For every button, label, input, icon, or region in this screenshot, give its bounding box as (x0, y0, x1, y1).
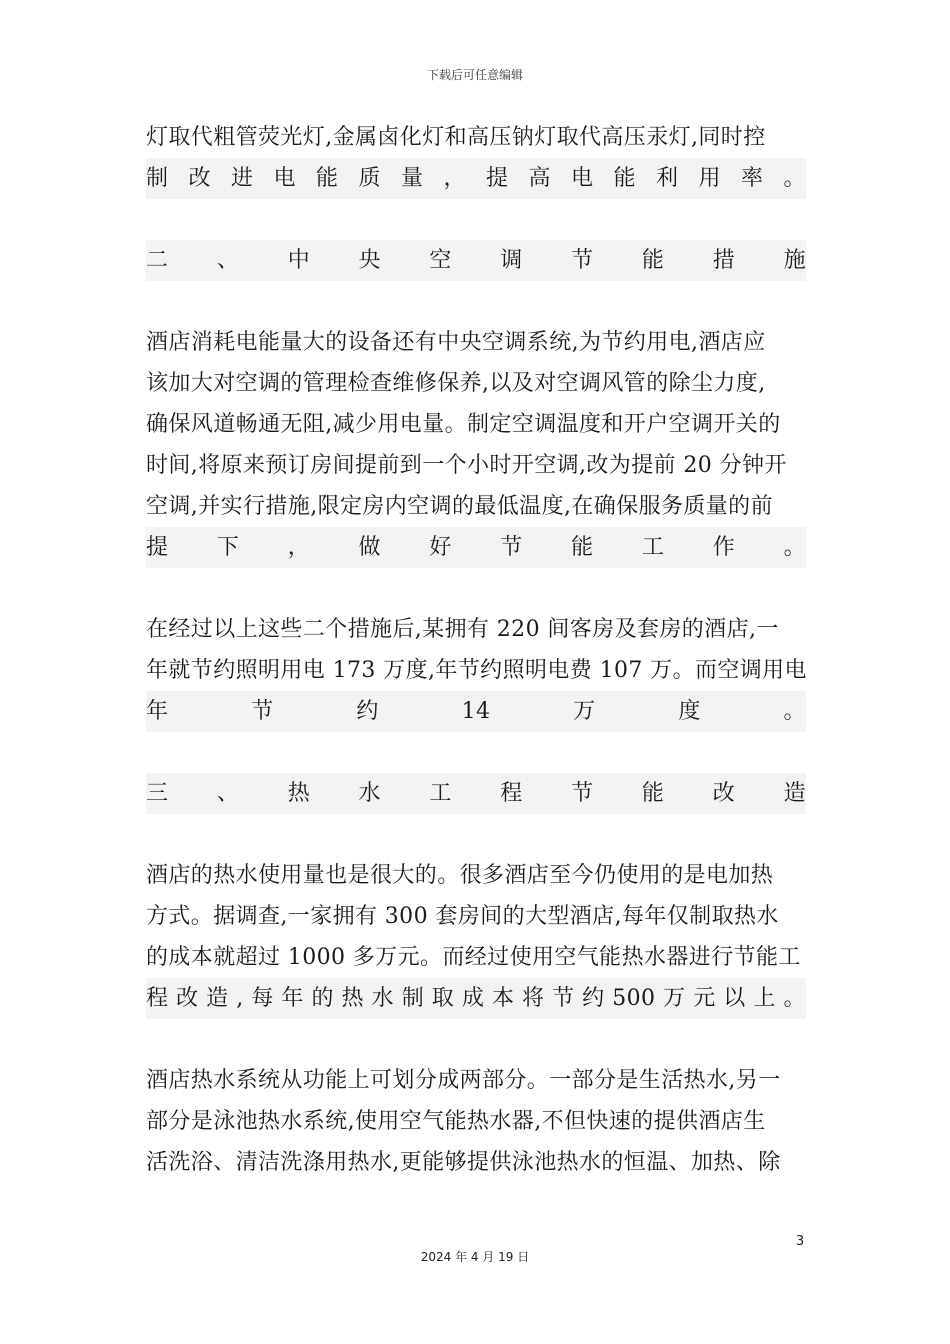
spread-glyph: 。 (783, 986, 806, 1011)
spread-glyph: 中 (287, 248, 311, 273)
paragraph-line: 确保风道畅通无阻,减少用电量。制定空调温度和开户空调开关的 (146, 412, 781, 437)
spread-glyph: 年 (281, 986, 304, 1011)
spread-glyph: 作 (712, 535, 736, 560)
spread-glyph: 三 (146, 781, 169, 806)
page-footer-date: 2024 年 4 月 19 日 (420, 1250, 530, 1264)
spread-glyph: 。 (783, 166, 806, 191)
spread-glyph: 度 (678, 699, 701, 724)
spread-glyph: 进 (231, 166, 254, 191)
paragraph-line: 酒店热水系统从功能上可划分成两部分。一部分是生活热水,另一 (146, 1068, 781, 1093)
spread-glyph: 程 (500, 781, 523, 806)
spread-glyph: 500 (612, 986, 656, 1011)
spread-glyph: 制 (146, 166, 169, 191)
spread-glyph: ， (443, 166, 466, 191)
spread-glyph: 率 (741, 166, 764, 191)
spread-glyph: 调 (500, 248, 523, 273)
justified-line (146, 527, 806, 568)
spread-glyph: 改 (712, 781, 736, 806)
spread-glyph: 造 (206, 986, 229, 1011)
spread-glyph: ， (287, 535, 311, 560)
spread-glyph: 成 (461, 986, 485, 1011)
spread-glyph: 电 (571, 166, 594, 191)
spread-glyph: 空 (429, 248, 452, 273)
paragraph-line: 该加大对空调的管理检查维修保养,以及对空调风管的除尘力度, (146, 371, 766, 396)
page-header: 下载后可任意编辑 (426, 68, 523, 82)
spread-glyph: 约 (582, 986, 605, 1011)
spread-glyph: 改 (176, 986, 199, 1011)
paragraph-line: 酒店的热水使用量也是很大的。很多酒店至今仍使用的是电加热 (146, 863, 774, 888)
spread-glyph: 水 (371, 986, 395, 1011)
spread-glyph: 工 (429, 781, 452, 806)
spread-glyph: 能 (613, 166, 636, 191)
spread-glyph: 节 (571, 248, 594, 273)
spread-glyph: 节 (571, 781, 594, 806)
spread-glyph: 。 (783, 699, 806, 724)
spread-glyph: 电 (273, 166, 296, 191)
justified-line (146, 978, 806, 1019)
spread-glyph: 万 (663, 986, 686, 1011)
spread-glyph: 二 (146, 248, 169, 273)
spread-glyph: 利 (656, 166, 679, 191)
spread-glyph: 央 (358, 248, 381, 273)
spread-glyph: 工 (641, 535, 665, 560)
spread-glyph: 以 (723, 986, 746, 1011)
justified-line (146, 691, 806, 732)
spread-glyph: 14 (461, 699, 491, 724)
spread-glyph: 下 (216, 535, 240, 560)
page-number: 3 (796, 1234, 805, 1249)
spread-glyph: 施 (783, 248, 806, 273)
paragraph-line: 活洗浴、清洁洗涤用热水,更能够提供泳池热水的恒温、加热、除 (146, 1150, 781, 1175)
spread-glyph: 、 (216, 248, 240, 273)
spread-glyph: 水 (358, 781, 381, 806)
paragraph-line: 的成本就超过 1000 多万元。而经过使用空气能热水器进行节能工 (146, 945, 801, 970)
document-body (146, 117, 806, 1183)
section-heading-2 (146, 240, 806, 281)
paragraph-line: 在经过以上这些二个措施后,某拥有 220 间客房及套房的酒店,一 (146, 617, 779, 642)
justified-line (146, 158, 806, 199)
spread-glyph: 约 (356, 699, 379, 724)
spread-glyph: 能 (316, 166, 339, 191)
spread-glyph: 热 (341, 986, 364, 1011)
spread-glyph: 造 (783, 781, 806, 806)
spread-glyph: 节 (552, 986, 575, 1011)
spread-glyph: 改 (188, 166, 211, 191)
spread-glyph: 能 (571, 535, 594, 560)
spread-glyph: 节 (500, 535, 523, 560)
spread-glyph: 万 (573, 699, 596, 724)
spread-glyph: 本 (491, 986, 515, 1011)
spread-glyph: 用 (698, 166, 721, 191)
spread-glyph: 上 (753, 986, 776, 1011)
spread-glyph: 措 (712, 248, 736, 273)
spread-glyph: 能 (641, 248, 665, 273)
spread-glyph: 制 (401, 986, 425, 1011)
spread-glyph: 的 (311, 986, 334, 1011)
spread-glyph: 节 (251, 699, 274, 724)
spread-glyph: 每 (251, 986, 274, 1011)
spread-glyph: 能 (641, 781, 665, 806)
spread-glyph: 取 (431, 986, 455, 1011)
spread-glyph: 元 (693, 986, 716, 1011)
paragraph-line: 时间,将原来预订房间提前到一个小时开空调,改为提前 20 分钟开 (146, 453, 787, 478)
spread-glyph: 程 (146, 986, 169, 1011)
paragraph-line: 酒店消耗电能量大的设备还有中央空调系统,为节约用电,酒店应 (146, 330, 766, 355)
paragraph-line: 空调,并实行措施,限定房内空调的最低温度,在确保服务质量的前 (146, 494, 773, 519)
spread-glyph: 提 (146, 535, 169, 560)
spread-glyph: 将 (522, 986, 545, 1011)
spread-glyph: 提 (486, 166, 509, 191)
spread-glyph: 做 (358, 535, 381, 560)
spread-glyph: 年 (146, 699, 169, 724)
paragraph-line: 年就节约照明用电 173 万度,年节约照明电费 107 万。而空调用电 (146, 658, 807, 683)
spread-glyph: 。 (783, 535, 806, 560)
paragraph-line: 部分是泳池热水系统,使用空气能热水器,不但快速的提供酒店生 (146, 1109, 766, 1134)
spread-glyph: 高 (528, 166, 551, 191)
spread-glyph: 量 (401, 166, 424, 191)
paragraph-line: 方式。据调查,一家拥有 300 套房间的大型酒店,每年仅制取热水 (146, 904, 779, 929)
spread-glyph: 质 (358, 166, 381, 191)
paragraph-line: 灯取代粗管荧光灯,金属卤化灯和高压钠灯取代高压汞灯,同时控 (146, 125, 766, 150)
spread-glyph: 热 (287, 781, 311, 806)
spread-glyph: , (236, 986, 244, 1011)
spread-glyph: 、 (216, 781, 240, 806)
section-heading-3 (146, 773, 806, 814)
spread-glyph: 好 (429, 535, 452, 560)
